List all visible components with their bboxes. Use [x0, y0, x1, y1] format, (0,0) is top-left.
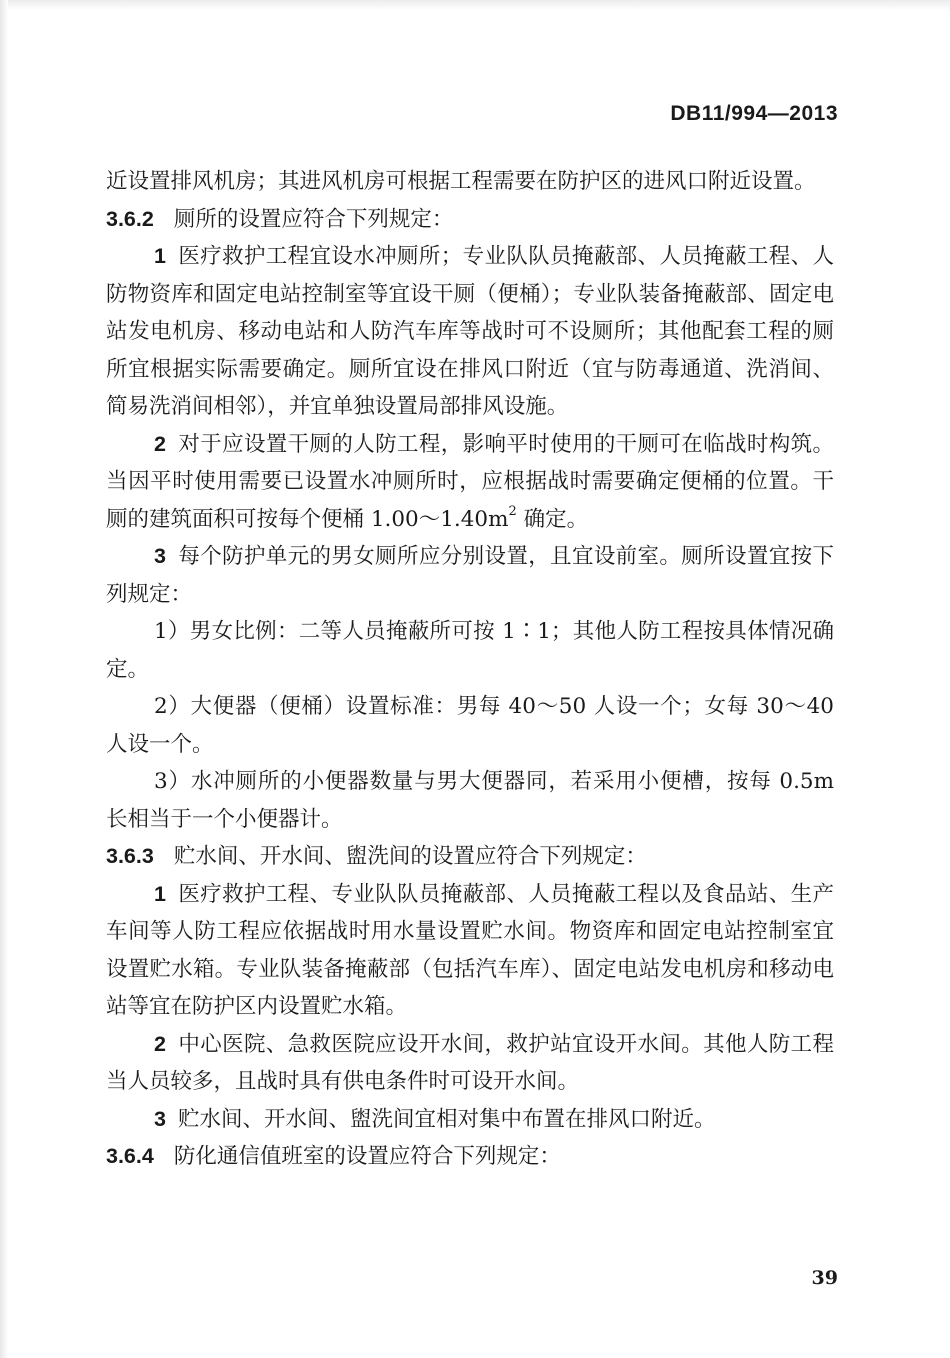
section-3-6-3-heading — [106, 838, 834, 876]
section-title: 厕所的设置应符合下列规定： — [173, 206, 454, 232]
document-body — [106, 163, 834, 1176]
section-title: 防化通信值班室的设置应符合下列规定： — [173, 1144, 561, 1169]
section-number: 3.6.2 — [106, 206, 154, 231]
section-number: 3.6.3 — [106, 844, 154, 868]
page-edge-shadow-left — [0, 0, 8, 1358]
section-3-6-2-heading — [106, 201, 834, 239]
sub-item-2: 2）大便器（便桶）设置标准：男每 40～50 人设一个；女每 30～40 人设一个。 — [106, 694, 834, 757]
clause-3-6-3-3 — [106, 1101, 834, 1139]
clause-number: 2 — [154, 1031, 166, 1056]
section-title: 贮水间、开水间、盥洗间的设置应符合下列规定： — [173, 844, 647, 869]
clause-number: 1 — [154, 881, 166, 906]
clause-text: 医疗救护工程宜设水冲厕所；专业队队员掩蔽部、人员掩蔽工程、人防物资库和固定电站控制室等宜设干厕（便桶）；专业队装备掩蔽部、固定电站发电机房、移动电站和人防汽车库等战时可不设厕所；其他配套工程的厕所宜根据实际需要确定。厕所宜设在排风口附近（宜与防毒通道、洗消间、简易洗消间相邻），并宜单独设置局部排风设施。 — [106, 244, 834, 419]
clause-3-6-2-3 — [106, 538, 834, 613]
clause-text-tail: 确定。 — [516, 506, 589, 532]
clause-text: 每个防护单元的男女厕所应分别设置，且宜设前室。厕所设置宜按下列规定： — [106, 544, 834, 607]
superscript: 2 — [508, 504, 517, 520]
clause-3-6-2-2 — [106, 426, 834, 539]
sub-item-1: 1）男女比例：二等人员掩蔽所可按 1∶1；其他人防工程按具体情况确定。 — [106, 619, 834, 682]
clause-3-6-3-1 — [106, 876, 834, 1026]
sub-item-3: 3）水冲厕所的小便器数量与男大便器同，若采用小便槽，按每 0.5m 长相当于一个小便器计。 — [106, 769, 834, 832]
clause-number: 1 — [154, 244, 166, 268]
clause-3-6-2-1 — [106, 238, 834, 426]
clause-number: 3 — [154, 544, 166, 568]
page-edge-shadow-top — [0, 0, 950, 10]
standard-code-header: DB11/994—2013 — [670, 102, 838, 125]
clause-number: 2 — [154, 431, 166, 456]
clause-text: 对于应设置干厕的人防工程，影响平时使用的干厕可在临战时构筑。当因平时使用需要已设置水冲厕所时，应根据战时需要确定便桶的位置。干厕的建筑面积可按每个便桶 1.00～1.40m — [106, 431, 834, 532]
clause-text: 中心医院、急救医院应设开水间，救护站宜设开水间。其他人防工程当人员较多，且战时具有供电条件时可设开水间。 — [106, 1031, 834, 1094]
section-3-6-4-heading — [106, 1138, 834, 1176]
clause-text: 贮水间、开水间、盥洗间宜相对集中布置在排风口附近。 — [177, 1106, 716, 1132]
section-number: 3.6.4 — [106, 1144, 154, 1168]
clause-text: 医疗救护工程、专业队队员掩蔽部、人员掩蔽工程以及食品站、生产车间等人防工程应依据战时用水量设置贮水间。物资库和固定电站控制室宜设置贮水箱。专业队装备掩蔽部（包括汽车库）、固定电站发电机房和移动电站等宜在防护区内设置贮水箱。 — [106, 881, 834, 1019]
paragraph-continuation: 近设置排风机房；其进风机房可根据工程需要在防护区的进风口附近设置。 — [106, 169, 816, 194]
page-number: 39 — [811, 1267, 838, 1289]
clause-number: 3 — [154, 1106, 166, 1131]
clause-3-6-3-2 — [106, 1026, 834, 1101]
